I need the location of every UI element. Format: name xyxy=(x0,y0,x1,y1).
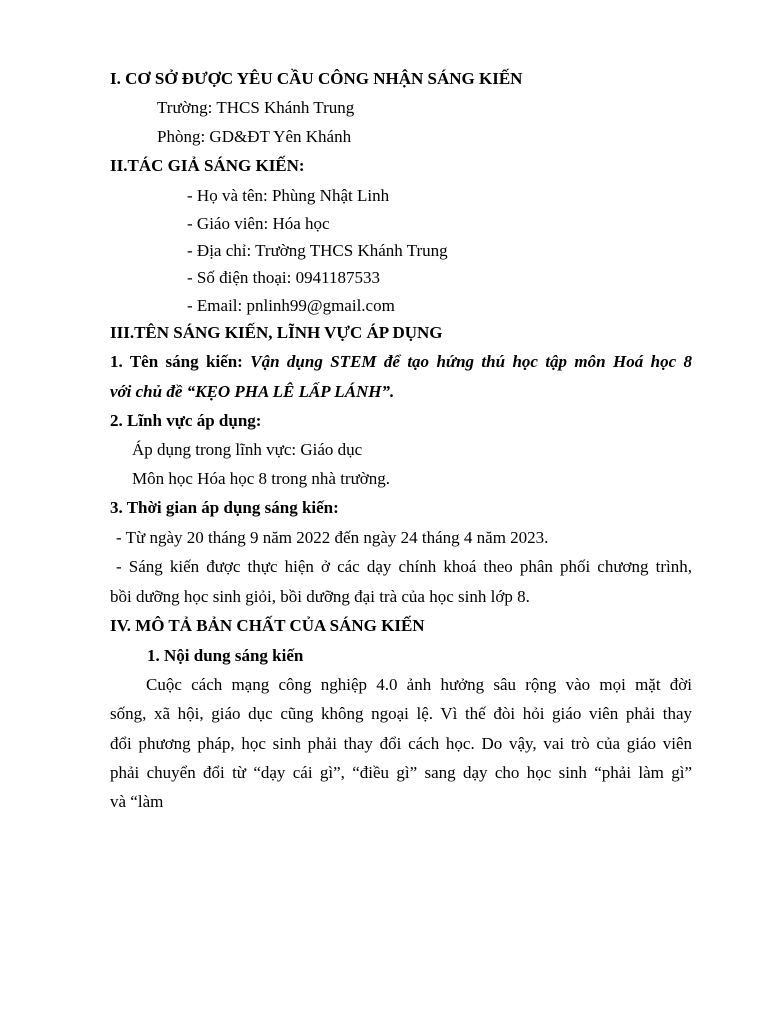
school-line: Trường: THCS Khánh Trung xyxy=(157,98,355,117)
time-line1: - Từ ngày 20 tháng 9 năm 2022 đến ngày 24 tháng 4 năm 2023. xyxy=(116,528,549,547)
section3-heading: III.TÊN SÁNG KIẾN, LĨNH VỰC ÁP DỤNG xyxy=(110,323,443,342)
author-address-line: - Địa chỉ: Trường THCS Khánh Trung xyxy=(187,241,448,260)
time-heading: 3. Thời gian áp dụng sáng kiến: xyxy=(110,498,339,517)
innovation-title-line1 xyxy=(110,351,692,373)
paragraph-line2: sống, xã hội, giáo dục cũng không ngoại lệ. Vì thế đòi hỏi giáo viên phải thay xyxy=(110,704,692,723)
author-subject-line: - Giáo viên: Hóa học xyxy=(187,214,330,233)
field-heading: 2. Lĩnh vực áp dụng: xyxy=(110,411,262,430)
paragraph-line3: đổi phương pháp, học sinh phải thay đổi cách học. Do vậy, vai trò của giáo viên xyxy=(110,734,692,753)
department-line: Phòng: GD&ĐT Yên Khánh xyxy=(157,127,352,146)
paragraph-line4: phải chuyển đổi từ “dạy cái gì”, “điều gì” sang dạy cho học sinh “phải làm gì” xyxy=(110,763,692,782)
author-email-line: - Email: pnlinh99@gmail.com xyxy=(187,296,395,315)
innovation-title-label: 1. Tên sáng kiến: xyxy=(110,352,243,371)
paragraph-line5: và “làm xyxy=(110,792,164,811)
author-phone-line: - Số điện thoại: 0941187533 xyxy=(187,268,380,287)
innovation-title-text: Vận dụng STEM để tạo hứng thú học tập môn Hoá học 8 xyxy=(250,352,692,371)
section4-heading: IV. MÔ TẢ BẢN CHẤT CỦA SÁNG KIẾN xyxy=(110,616,425,635)
paragraph-line1: Cuộc cách mạng công nghiệp 4.0 ảnh hưởng sâu rộng vào mọi mặt đời xyxy=(146,675,692,694)
field-line1: Áp dụng trong lĩnh vực: Giáo dục xyxy=(132,440,363,459)
innovation-title-line2: với chủ đề “KẸO PHA LÊ LẤP LÁNH”. xyxy=(110,382,395,401)
author-name-line: - Họ và tên: Phùng Nhật Linh xyxy=(187,186,390,205)
content-subheading: 1. Nội dung sáng kiến xyxy=(147,646,304,665)
field-line2: Môn học Hóa học 8 trong nhà trường. xyxy=(132,469,391,488)
section1-heading: I. CƠ SỞ ĐƯỢC YÊU CẦU CÔNG NHẬN SÁNG KIẾN xyxy=(110,69,523,88)
section2-heading: II.TÁC GIẢ SÁNG KIẾN: xyxy=(110,156,305,175)
time-line2a: - Sáng kiến được thực hiện ở các dạy chính khoá theo phân phối chương trình, xyxy=(116,557,692,576)
time-line2b: bồi dưỡng học sinh giỏi, bồi dưỡng đại trà của học sinh lớp 8. xyxy=(110,587,530,606)
